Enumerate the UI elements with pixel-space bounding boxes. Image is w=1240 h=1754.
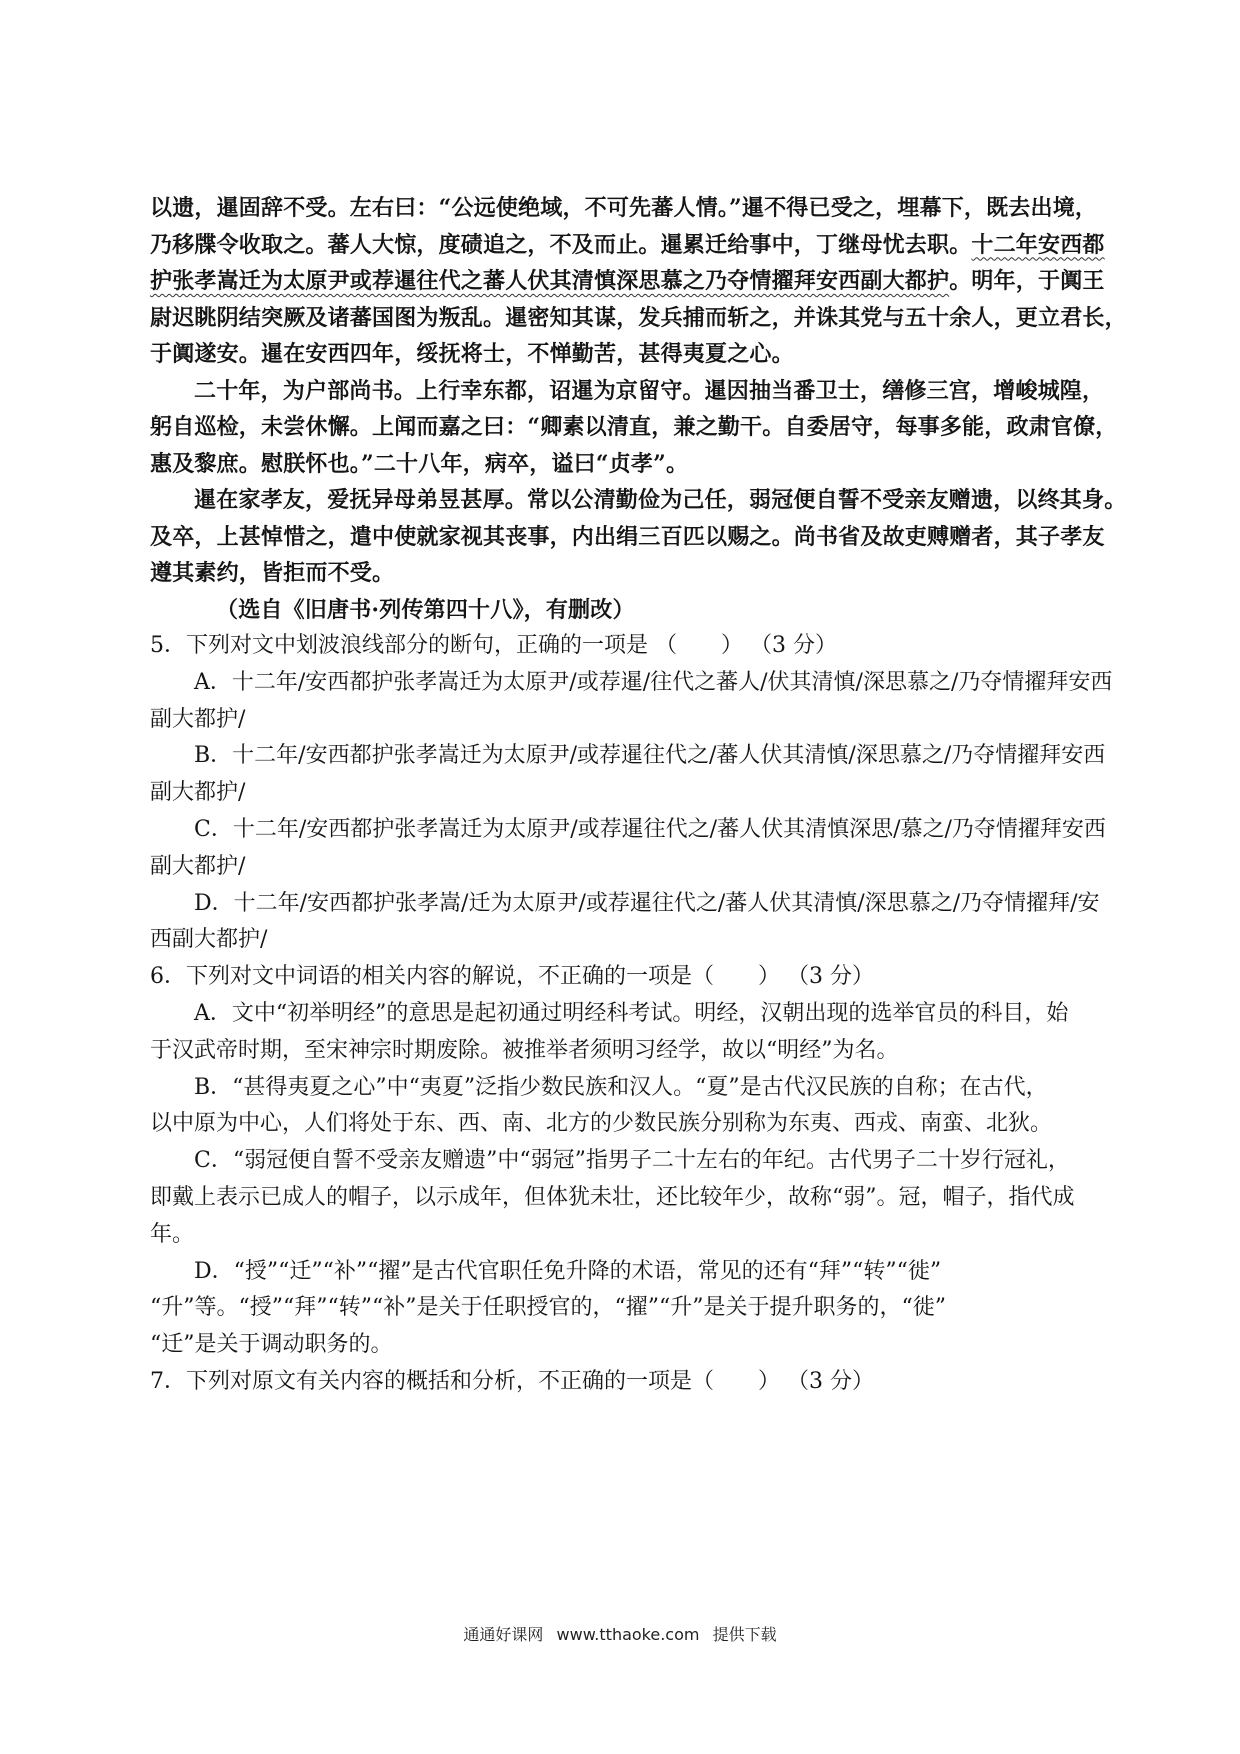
question-stem: 7．下列对原文有关内容的概括和分析，不正确的一项是（ ） （3 分） bbox=[150, 1368, 874, 1394]
option-d: D．十二年/安西都护张孝嵩/迁为太原尹/或荐暹往代之/蕃人伏其清慎/深思慕之/乃夺情擢拜/安 bbox=[194, 890, 1100, 916]
classical-passage bbox=[150, 190, 1127, 628]
option-a: A．文中“初举明经”的意思是起初通过明经科考试。明经，汉朝出现的选举官员的科目，始 bbox=[194, 1000, 1069, 1026]
option-d-cont: “升”等。“授”“拜”“转”“补”是关于任职授官的，“擢”“升”是关于提升职务的，“徙” bbox=[150, 1295, 946, 1321]
passage-text: 乃移牒令收取之。蕃人大惊，度碛追之，不及而止。暹累迁给事中，丁继母忧去职。 bbox=[150, 231, 972, 258]
option-c-cont: 副大都护/ bbox=[150, 853, 246, 879]
passage-line bbox=[150, 227, 1105, 264]
footer-suffix: 提供下载 bbox=[712, 1625, 777, 1644]
option-d-cont: “迁”是关于调动职务的。 bbox=[150, 1332, 393, 1358]
passage-line: 于阗遂安。暹在安西四年，绥抚将士，不惮勤苦，甚得夷夏之心。 bbox=[150, 341, 794, 367]
passage-line: 暹在家孝友，爱抚异母弟昱甚厚。常以公清勤俭为己任，弱冠便自誓不受亲友赠遗，以终其身。 bbox=[194, 487, 1127, 513]
source-citation: （选自《旧唐书·列传第四十八》，有删改） bbox=[216, 596, 635, 623]
option-b: B．十二年/安西都护张孝嵩迁为太原尹/或荐暹往代之/蕃人伏其清慎/深思慕之/乃夺情擢拜安西 bbox=[194, 743, 1106, 769]
option-b-cont: 副大都护/ bbox=[150, 780, 246, 806]
question-list bbox=[150, 628, 1113, 1401]
page-content bbox=[150, 190, 1127, 1401]
passage-line: 以遗，暹固辞不受。左右曰：“公远使绝域，不可先蕃人情。”暹不得已受之，埋幕下，既去出境， bbox=[150, 195, 1098, 221]
option-a-cont: 于汉武帝时期，至宋神宗时期废除。被推举者须明习经学，故以“明经”为名。 bbox=[150, 1037, 899, 1063]
passage-line: 尉迟眺阴结突厥及诸蕃国图为叛乱。暹密知其谋，发兵捕而斩之，并诛其党与五十余人，更立君长， bbox=[150, 304, 1127, 331]
passage-line: 及卒，上甚悼惜之，遣中使就家视其丧事，内出绢三百匹以赐之。尚书省及故吏赙赠者，其子孝友 bbox=[150, 523, 1105, 550]
question-stem: 5．下列对文中划波浪线部分的断句，正确的一项是 （ ） （3 分） bbox=[150, 633, 837, 658]
option-b-cont: 以中原为中心，人们将处于东、西、南、北方的少数民族分别称为东夷、西戎、南蛮、北狄。 bbox=[150, 1111, 1053, 1137]
option-a: A．十二年/安西都护张孝嵩迁为太原尹/或荐暹/往代之蕃人/伏其清慎/深思慕之/乃夺情擢拜安西 bbox=[194, 669, 1113, 695]
option-c: C．十二年/安西都护张孝嵩迁为太原尹/或荐暹往代之/蕃人伏其清慎深思/慕之/乃夺情擢拜安西 bbox=[194, 816, 1106, 842]
option-c-cont: 即戴上表示已成人的帽子，以示成年，但体犹未壮，还比较年少，故称“弱”。冠，帽子，指代成 bbox=[150, 1184, 1075, 1210]
page-footer bbox=[0, 1622, 1240, 1645]
wavy-underlined-text: 十二年安西都 bbox=[971, 231, 1105, 258]
passage-line: 惠及黎庶。慰朕怀也。”二十八年，病卒，谥曰“贞孝”。 bbox=[150, 450, 689, 477]
passage-text: 。明年，于阗王 bbox=[949, 268, 1105, 294]
option-c: C．“弱冠便自誓不受亲友赠遗”中“弱冠”指男子二十左右的年纪。古代男子二十岁行冠礼， bbox=[194, 1148, 1070, 1174]
option-b: B．“甚得夷夏之心”中“夷夏”泛指少数民族和汉人。“夏”是古代汉民族的自称；在古代， bbox=[194, 1074, 1048, 1100]
passage-line: 遵其素约，皆拒而不受。 bbox=[150, 560, 395, 586]
wavy-underlined-text: 护张孝嵩迁为太原尹或荐暹往代之蕃人伏其清慎深思慕之乃夺情擢拜安西副大都护 bbox=[150, 268, 950, 294]
option-a-cont: 副大都护/ bbox=[150, 706, 246, 732]
option-c-cont: 年。 bbox=[150, 1221, 195, 1247]
option-d-cont: 西副大都护/ bbox=[150, 927, 268, 953]
passage-line bbox=[150, 263, 1105, 300]
question-stem: 6．下列对文中词语的相关内容的解说，不正确的一项是（ ） （3 分） bbox=[150, 964, 874, 990]
footer-site-name: 通通好课网 bbox=[463, 1625, 544, 1644]
passage-line: 二十年，为户部尚书。上行幸东都，诏暹为京留守。暹因抽当番卫士，缮修三宫，增峻城隍， bbox=[194, 377, 1105, 404]
passage-line: 躬自巡检，未尝休懈。上闻而嘉之曰：“卿素以清直，兼之勤干。自委居守，每事多能，政肃官僚， bbox=[150, 414, 1118, 440]
option-d: D．“授”“迁”“补”“擢”是古代官职任免升降的术语，常见的还有“拜”“转”“徙” bbox=[194, 1258, 942, 1284]
footer-url[interactable]: www.tthaoke.com bbox=[556, 1625, 700, 1644]
